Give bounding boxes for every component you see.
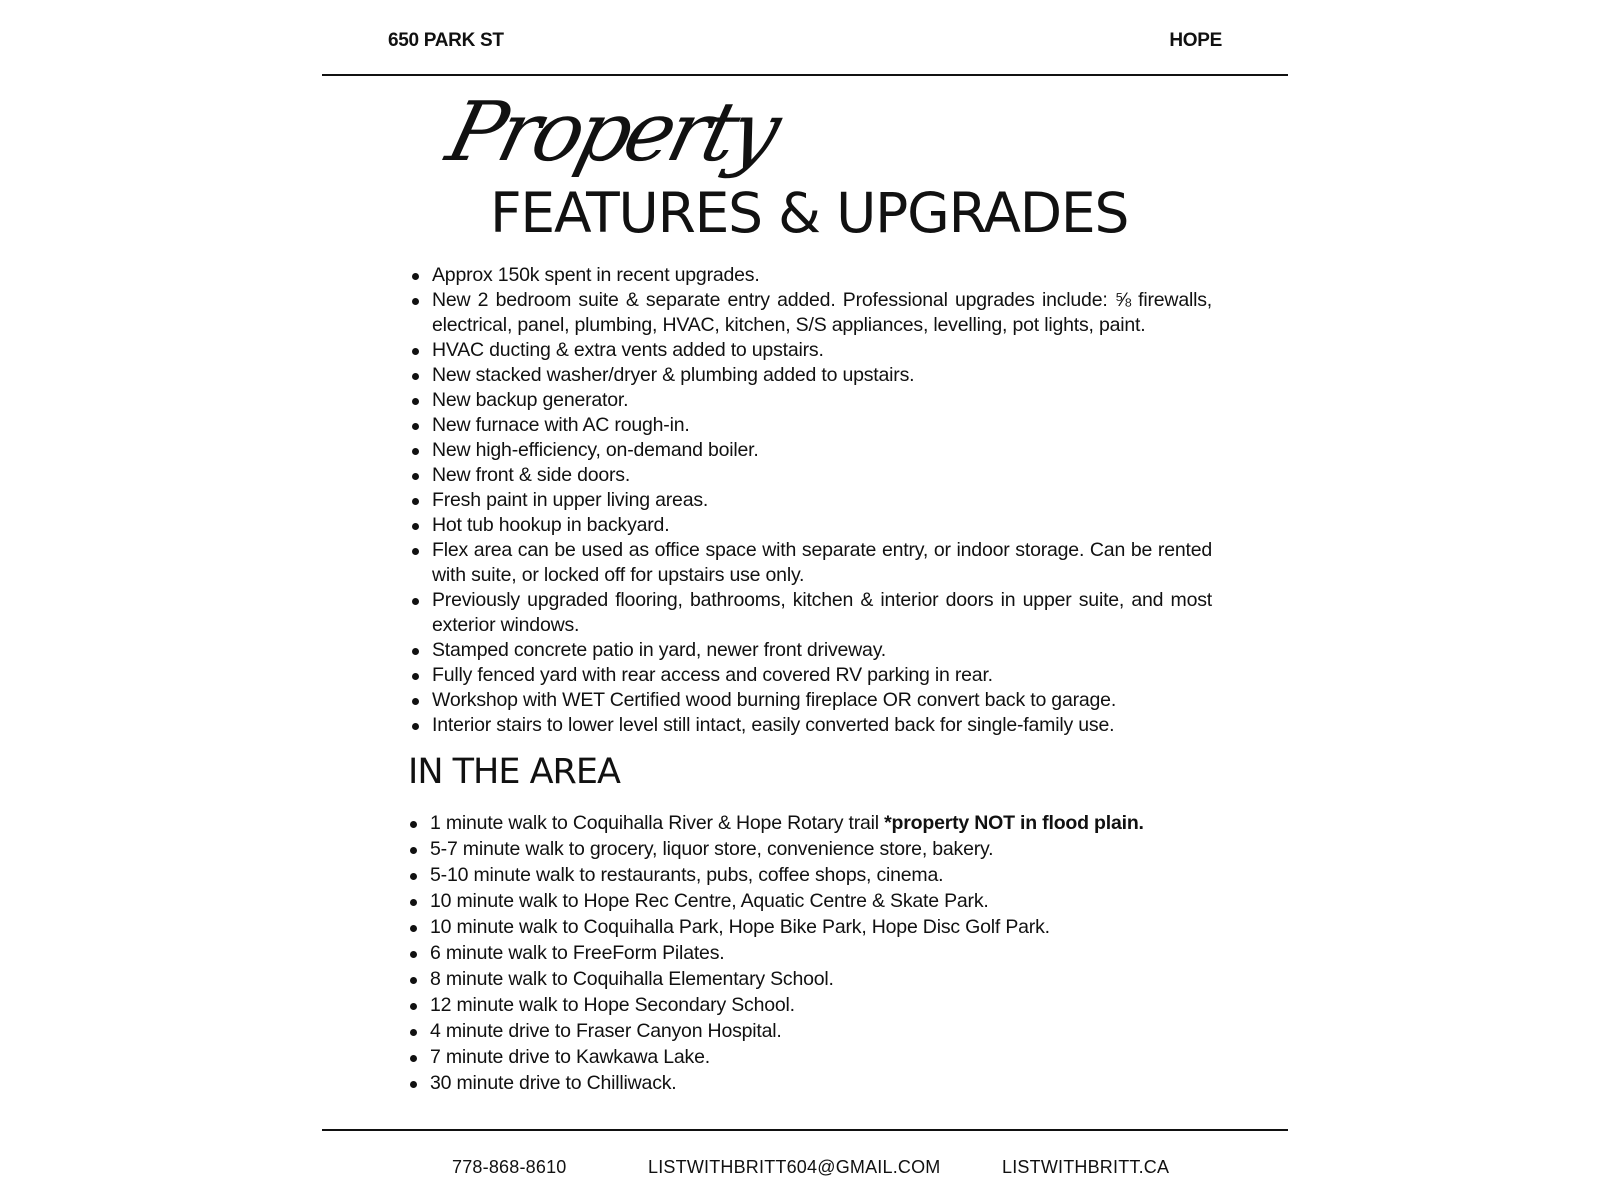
page-footer	[322, 1157, 1288, 1181]
feature-item: Stamped concrete patio in yard, newer front driveway.	[410, 638, 1212, 663]
area-item-text: 1 minute walk to Coquihalla River & Hope Rotary trail	[430, 812, 885, 834]
area-item: 8 minute walk to Coquihalla Elementary School.	[408, 966, 1228, 992]
feature-item: New front & side doors.	[410, 463, 1212, 488]
area-item: 12 minute walk to Hope Secondary School.	[408, 992, 1228, 1018]
flood-plain-note: *property NOT in flood plain.	[884, 812, 1144, 834]
flyer-page	[322, 0, 1288, 1200]
feature-item: New furnace with AC rough-in.	[410, 413, 1212, 438]
area-item: 5-10 minute walk to restaurants, pubs, coffee shops, cinema.	[408, 862, 1228, 888]
feature-item: New high-efficiency, on-demand boiler.	[410, 438, 1212, 463]
area-item: 4 minute drive to Fraser Canyon Hospital.	[408, 1018, 1228, 1044]
feature-item: Previously upgraded flooring, bathrooms, kitchen & interior doors in upper suite, and most exterior windows.	[410, 588, 1212, 638]
feature-item: New backup generator.	[410, 388, 1212, 413]
area-item	[408, 810, 1228, 836]
area-item: 6 minute walk to FreeForm Pilates.	[408, 940, 1228, 966]
feature-item: Flex area can be used as office space with separate entry, or indoor storage. Can be rented with suite, or locked off for upstairs use only.	[410, 538, 1212, 588]
page-header	[322, 0, 1288, 76]
feature-item: HVAC ducting & extra vents added to upstairs.	[410, 338, 1212, 363]
area-item: 10 minute walk to Hope Rec Centre, Aquatic Centre & Skate Park.	[408, 888, 1228, 914]
contact-website[interactable]: LISTWITHBRITT.CA	[1002, 1157, 1170, 1177]
feature-item: New 2 bedroom suite & separate entry added. Professional upgrades include: ⅝ firewalls, electrical, panel, plumbing, HVAC, kitchen, S/S appliances, levelling, pot lights, paint.	[410, 288, 1212, 338]
feature-item: Interior stairs to lower level still intact, easily converted back for single-family use.	[410, 713, 1212, 738]
feature-item: Hot tub hookup in backyard.	[410, 513, 1212, 538]
contact-phone[interactable]: 778-868-8610	[452, 1157, 567, 1177]
feature-item: Fresh paint in upper living areas.	[410, 488, 1212, 513]
feature-item: New stacked washer/dryer & plumbing added to upstairs.	[410, 363, 1212, 388]
features-list	[410, 263, 1212, 738]
area-heading: IN THE AREA	[408, 752, 620, 792]
feature-item: Fully fenced yard with rear access and covered RV parking in rear.	[410, 663, 1212, 688]
feature-item: Workshop with WET Certified wood burning fireplace OR convert back to garage.	[410, 688, 1212, 713]
property-address: 650 PARK ST	[388, 30, 504, 51]
script-heading: Property	[438, 85, 786, 180]
area-item: 30 minute drive to Chilliwack.	[408, 1070, 1228, 1096]
area-item: 5-7 minute walk to grocery, liquor store, convenience store, bakery.	[408, 836, 1228, 862]
contact-email[interactable]: LISTWITHBRITT604@GMAIL.COM	[648, 1157, 941, 1177]
page-title: FEATURES & UPGRADES	[490, 181, 1129, 245]
area-item: 7 minute drive to Kawkawa Lake.	[408, 1044, 1228, 1070]
area-item: 10 minute walk to Coquihalla Park, Hope Bike Park, Hope Disc Golf Park.	[408, 914, 1228, 940]
feature-item: Approx 150k spent in recent upgrades.	[410, 263, 1212, 288]
property-city: HOPE	[1169, 30, 1222, 51]
footer-divider	[322, 1129, 1288, 1131]
area-list	[408, 810, 1228, 1096]
